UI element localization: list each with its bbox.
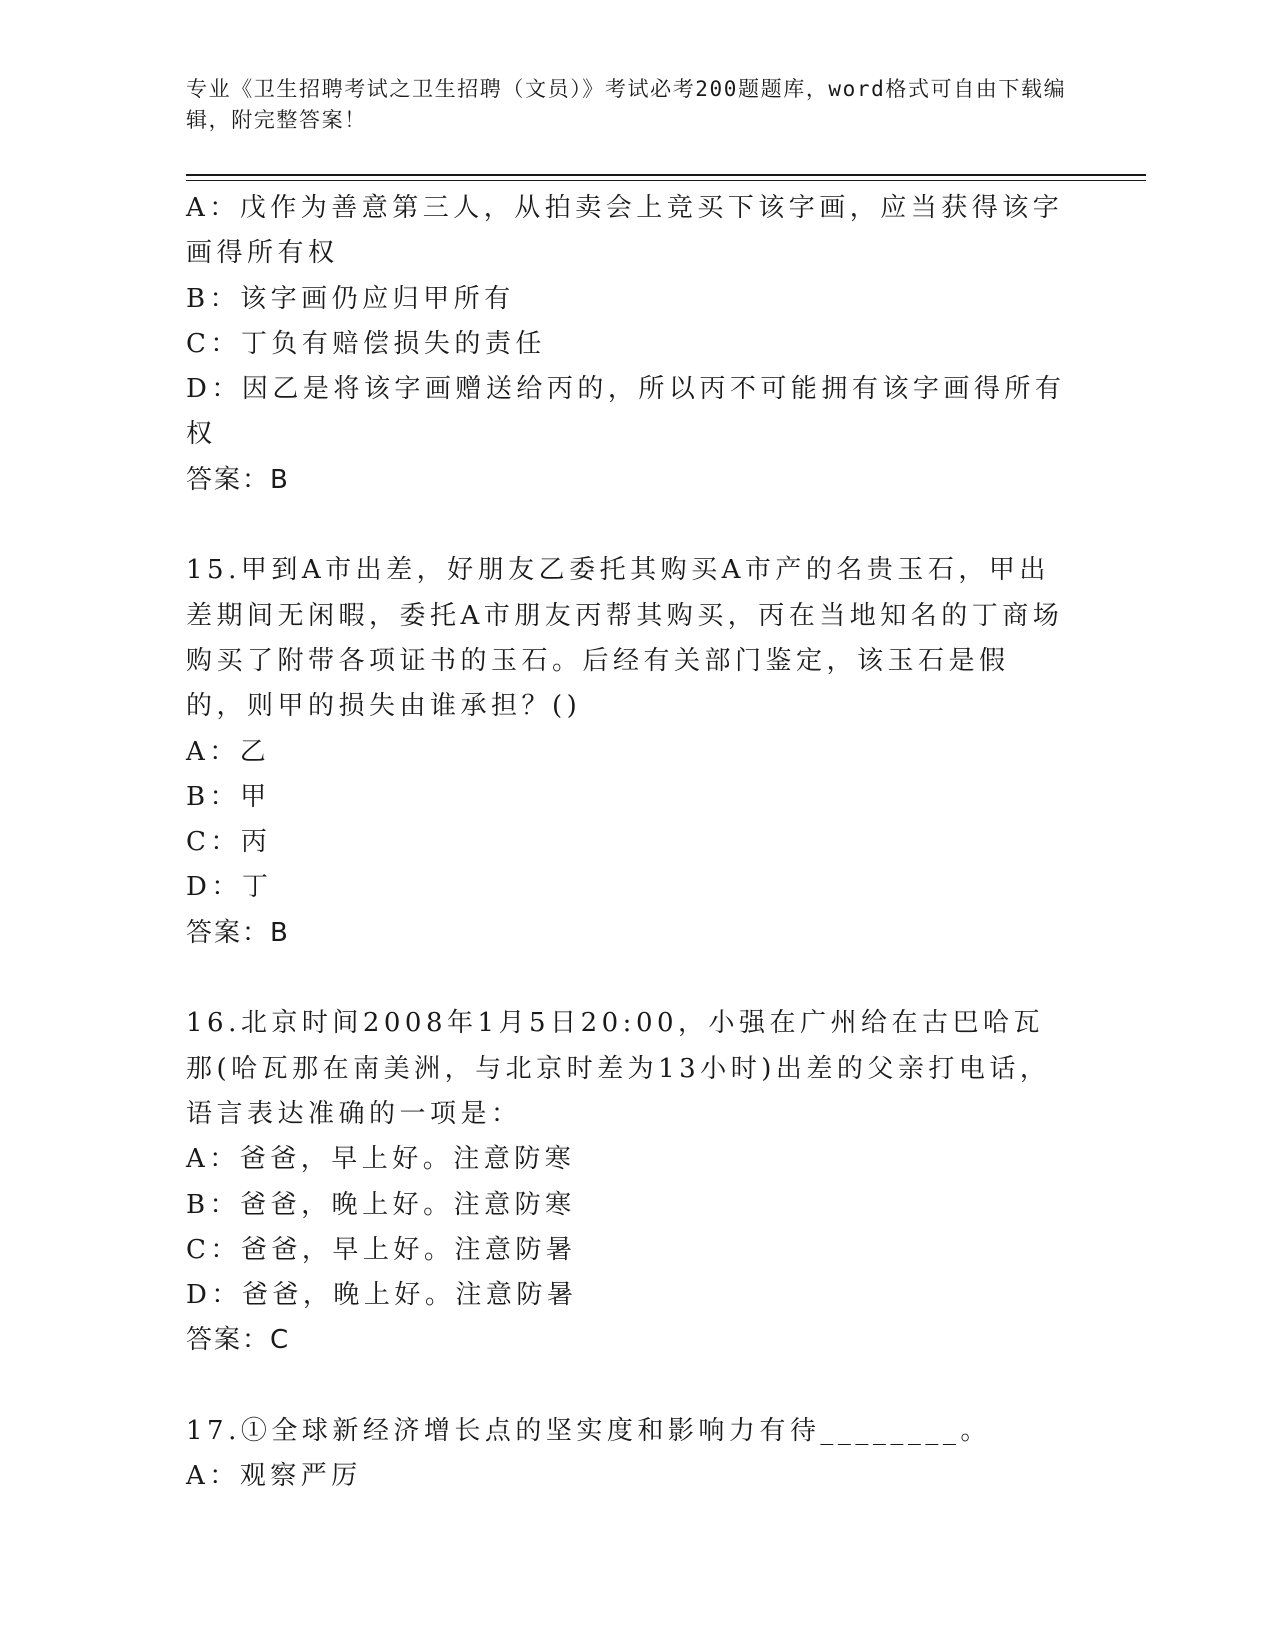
option-a: A：爸爸，早上好。注意防寒 xyxy=(186,1144,576,1175)
answer-line: 答案：C xyxy=(186,1325,291,1356)
option-c: C：丙 xyxy=(186,827,272,858)
option-c: C：丁负有赔偿损失的责任 xyxy=(186,328,546,359)
spacer xyxy=(186,1364,1066,1409)
option-a: A：戊作为善意第三人，从拍卖会上竞买下该字画，应当获得该字画得所有权 xyxy=(186,193,1064,269)
question-16 xyxy=(186,1001,1066,1363)
spacer xyxy=(186,503,1066,548)
option-c: C：爸爸，早上好。注意防暑 xyxy=(186,1234,577,1265)
option-d: D：因乙是将该字画赠送给丙的，所以丙不可能拥有该字画得所有权 xyxy=(186,374,1066,450)
option-b: B：甲 xyxy=(186,781,271,812)
header-divider-thick xyxy=(186,174,1146,176)
question-stem: 15.甲到A市出差，好朋友乙委托其购买A市产的名贵玉石，甲出差期间无闲暇，委托A市朋友丙帮其购买，丙在当地知名的丁商场购买了附带各项证书的玉石。后经有关部门鉴定，该玉石是假的，则甲的损失由谁承担？() xyxy=(186,555,1064,722)
option-d: D：爸爸，晚上好。注意防暑 xyxy=(186,1280,578,1311)
option-b: B：该字画仍应归甲所有 xyxy=(186,283,515,314)
option-a: A：观察严厉 xyxy=(186,1461,362,1492)
spacer xyxy=(186,956,1066,1001)
option-d: D：丁 xyxy=(186,872,273,903)
question-17 xyxy=(186,1409,1066,1500)
option-b: B：爸爸，晚上好。注意防寒 xyxy=(186,1189,576,1220)
question-stem: 16.北京时间2008年1月5日20:00，小强在广州给在古巴哈瓦那(哈瓦那在南美洲，与北京时差为13小时)出差的父亲打电话，语言表达准确的一项是： xyxy=(186,1008,1051,1129)
header-divider-thin xyxy=(186,180,1146,181)
option-a: A：乙 xyxy=(186,736,271,767)
question-list xyxy=(186,186,1066,1500)
answer-line: 答案：B xyxy=(186,917,290,948)
answer-line: 答案：B xyxy=(186,464,290,495)
document-header: 专业《卫生招聘考试之卫生招聘（文员）》考试必考200题题库，word格式可自由下载编辑，附完整答案！ xyxy=(186,77,1067,132)
question-stem: 17.①全球新经济增长点的坚实度和影响力有待________。 xyxy=(186,1416,991,1447)
prev-question xyxy=(186,186,1066,503)
question-15 xyxy=(186,548,1066,956)
